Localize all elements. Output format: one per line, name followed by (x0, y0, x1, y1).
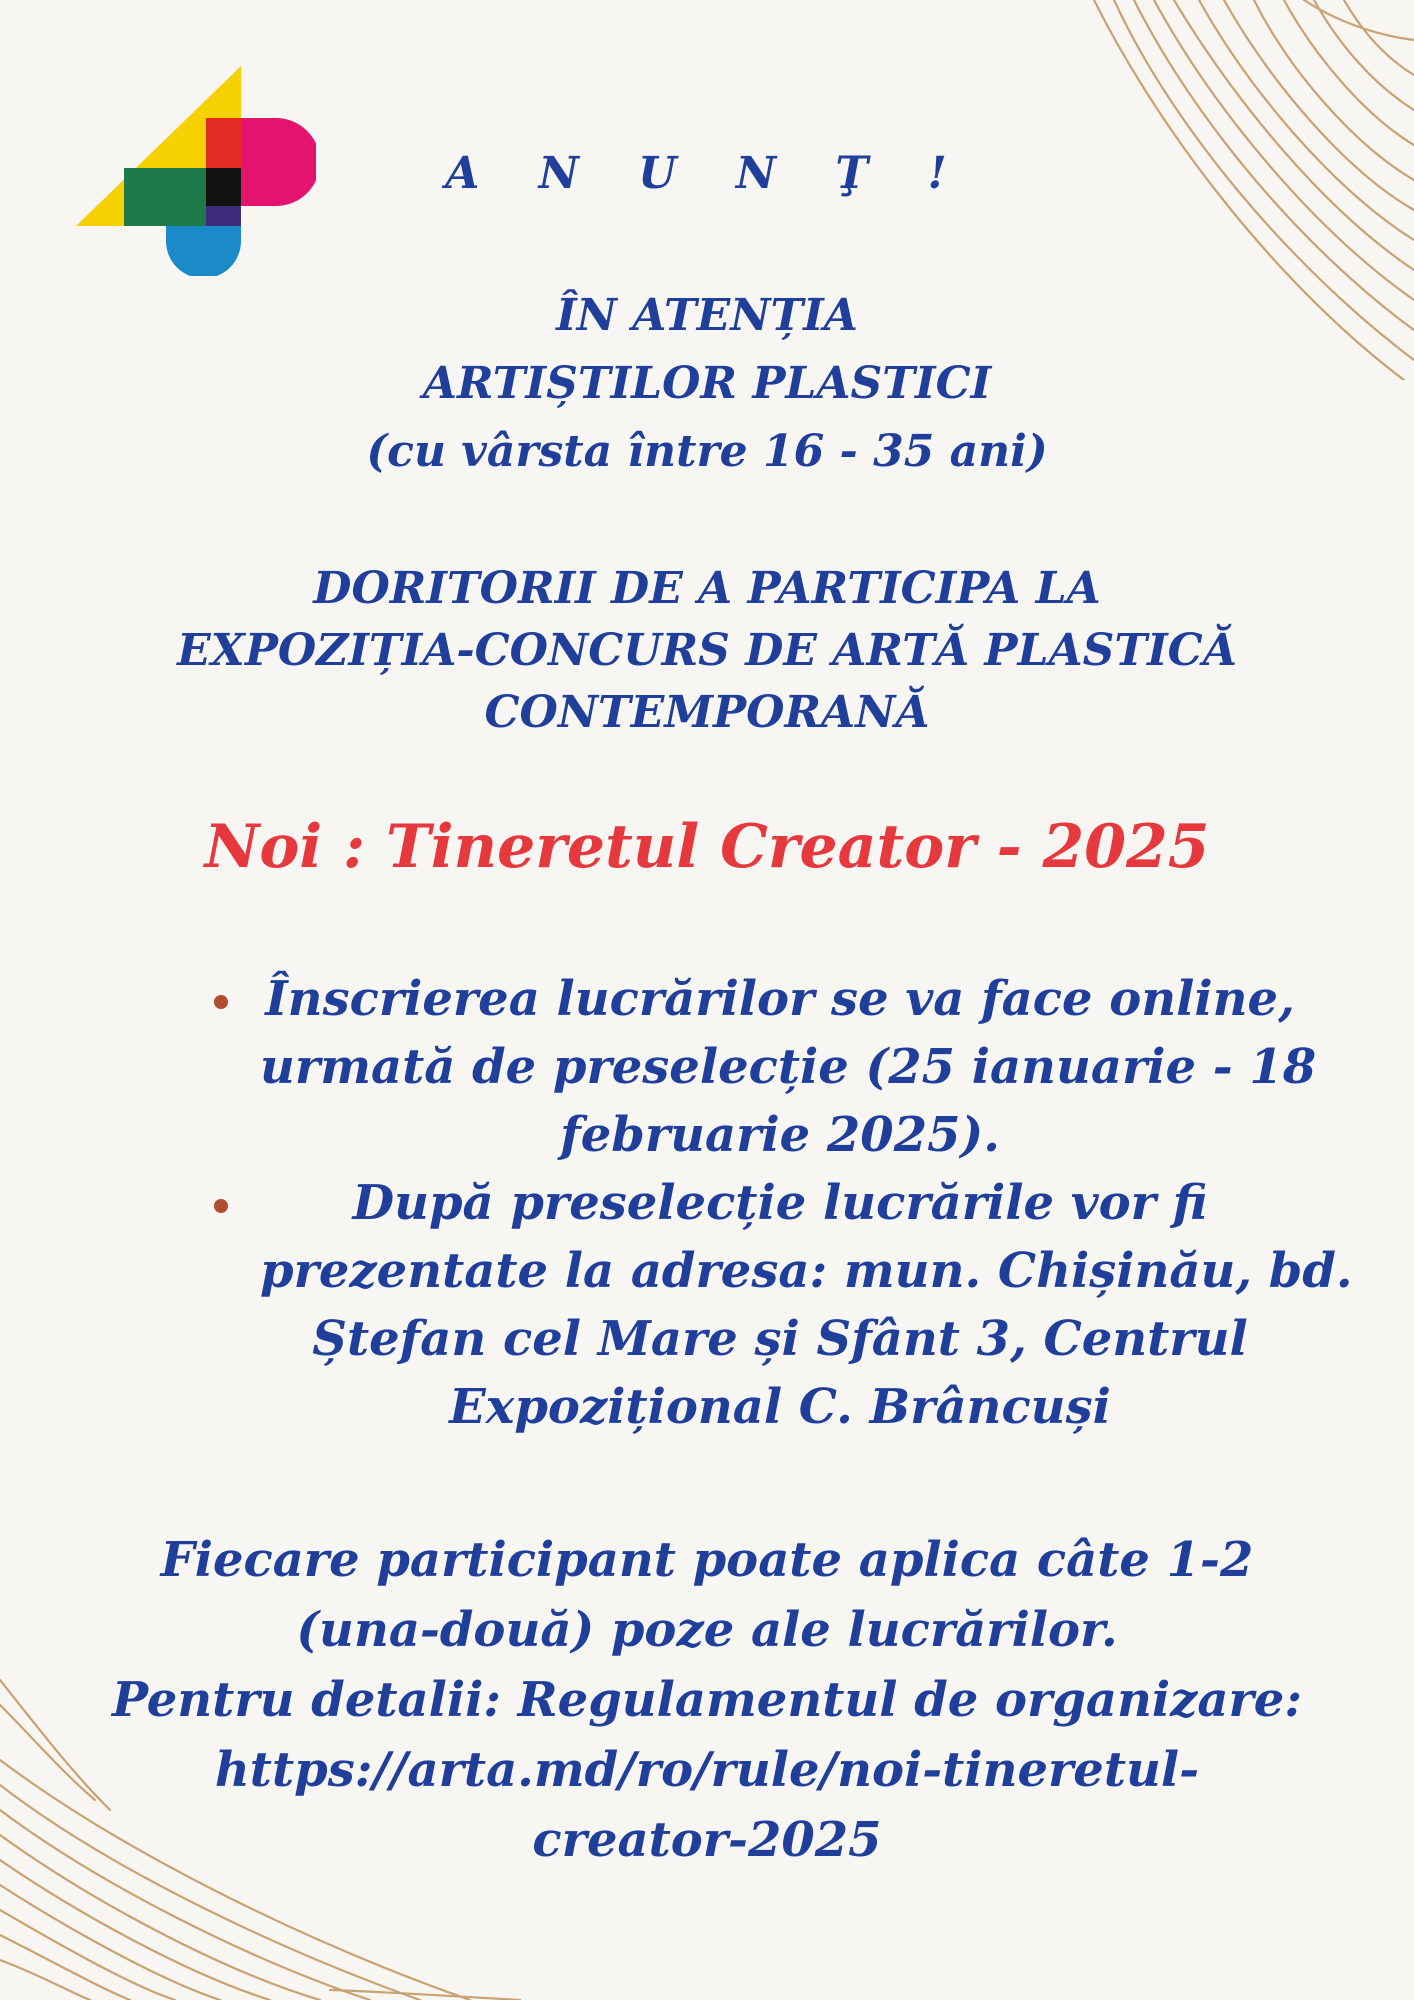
age-range: (cu vârsta între 16 - 35 ani) (366, 426, 1048, 477)
regulation-link[interactable]: https://arta.md/ro/rule/noi-tineretul- (214, 1742, 1200, 1798)
participate-block (0, 558, 1414, 744)
participate-line-3: CONTEMPORANĂ (484, 687, 930, 738)
attention-line-2: ARTIȘTILOR PLASTICI (422, 358, 992, 409)
contest-title: Noi : Tineretul Creator - 2025 (204, 812, 1210, 882)
bullet-line: Înscrierea lucrărilor se va face online, (265, 971, 1295, 1027)
regulation-link-cont[interactable]: creator-2025 (532, 1812, 882, 1868)
bullet-dot-icon (214, 995, 228, 1009)
list-item (200, 965, 1317, 1169)
bullet-line: După preselecție lucrările vor fi (352, 1175, 1208, 1231)
participate-line-2: EXPOZIȚIA-CONCURS DE ARTĂ PLASTICĂ (177, 625, 1237, 676)
footer-line-1: Fiecare participant poate aplica câte 1-2 (160, 1532, 1254, 1588)
attention-line-1: ÎN ATENȚIA (556, 290, 858, 341)
bullet-line: urmată de preselecție (25 ianuarie - 18 (260, 1039, 1317, 1095)
participate-line-1: DORITORII DE A PARTICIPA LA (313, 563, 1101, 614)
list-item (200, 1169, 1353, 1441)
bullet-dot-icon (214, 1199, 228, 1213)
footer-block (0, 1525, 1414, 1875)
announcement-heading: A N U N Ţ ! (445, 148, 969, 199)
bullet-line: Expozițional C. Brâncuși (449, 1379, 1111, 1435)
bullet-line: februarie 2025). (560, 1107, 1000, 1163)
footer-line-3: Pentru detalii: Regulamentul de organizare: (111, 1672, 1303, 1728)
attention-block (0, 282, 1414, 486)
footer-line-2: (una-două) poze ale lucrărilor. (296, 1602, 1118, 1658)
info-bullet-list (200, 965, 1353, 1441)
bullet-line: prezentate la adresa: mun. Chișinău, bd. (260, 1243, 1353, 1299)
bullet-line: Ștefan cel Mare și Sfânt 3, Centrul (312, 1311, 1248, 1367)
